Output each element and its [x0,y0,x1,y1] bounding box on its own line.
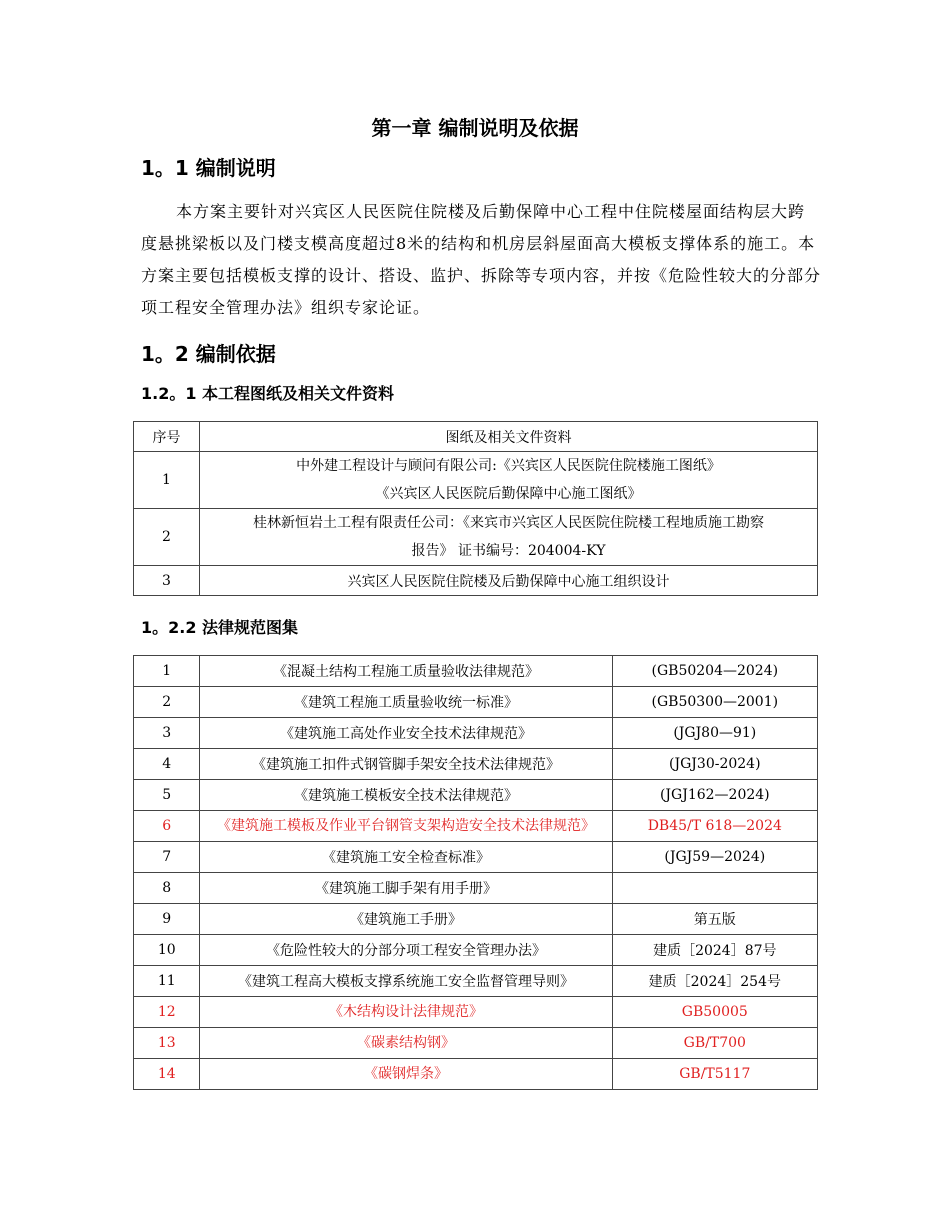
row-code: (JGJ162—2024) [612,780,817,811]
table-row [134,904,818,935]
row-code: DB45/T 618—2024 [612,811,817,842]
table-row-highlighted [134,1028,818,1059]
table-row [134,509,818,566]
row-document [200,509,818,566]
row-code: 建质［2024］87号 [612,935,817,966]
row-no: 1 [134,452,200,509]
drawings-table [133,421,818,596]
row-name: 《混凝土结构工程施工质量验收法律规范》 [200,656,612,687]
row-no: 13 [134,1028,200,1059]
row-no: 11 [134,966,200,997]
row-no: 2 [134,687,200,718]
row-name: 《碳素结构钢》 [200,1028,612,1059]
table-header-row [134,422,818,452]
table-row [134,749,818,780]
row-name: 《木结构设计法律规范》 [200,997,612,1028]
row-name: 《建筑工程施工质量验收统一标准》 [200,687,612,718]
chapter-title: 第一章 编制说明及依据 [371,116,579,140]
row-name: 《建筑工程高大模板支撑系统施工安全监督管理导则》 [200,966,612,997]
row-code: (JGJ30-2024) [612,749,817,780]
row-no: 2 [134,509,200,566]
standards-table [133,655,818,1090]
row-code: (GB50204—2024) [612,656,817,687]
doc-line: 中外建工程设计与顾问有限公司:《兴宾区人民医院住院楼施工图纸》 [296,458,721,474]
subsection-heading-1-2-1: 1.2。1 本工程图纸及相关文件资料 [141,384,395,403]
row-code: 第五版 [612,904,817,935]
row-no: 12 [134,997,200,1028]
row-document [200,452,818,509]
subsection-heading-1-2-2: 1。2.2 法律规范图集 [141,618,299,637]
row-code: GB/T5117 [612,1059,817,1090]
table-row [134,687,818,718]
row-no: 8 [134,873,200,904]
row-name: 《建筑施工脚手架有用手册》 [200,873,612,904]
row-name: 《建筑施工手册》 [200,904,612,935]
table-row [134,718,818,749]
row-no: 3 [134,566,200,596]
row-code [612,873,817,904]
row-code: (JGJ80—91) [612,718,817,749]
table-row [134,842,818,873]
row-no: 7 [134,842,200,873]
row-name: 《碳钢焊条》 [200,1059,612,1090]
row-no: 5 [134,780,200,811]
table-row-highlighted [134,997,818,1028]
table-row-highlighted [134,1059,818,1090]
row-name: 《建筑施工模板安全技术法律规范》 [200,780,612,811]
section-heading-1-2: 1。2 编制依据 [141,342,276,366]
row-no: 14 [134,1059,200,1090]
row-document: 兴宾区人民医院住院楼及后勤保障中心施工组织设计 [200,566,818,596]
table-row [134,935,818,966]
row-name: 《建筑施工安全检查标准》 [200,842,612,873]
row-no: 1 [134,656,200,687]
row-name: 《建筑施工扣件式钢管脚手架安全技术法律规范》 [200,749,612,780]
row-code: GB/T700 [612,1028,817,1059]
row-name: 《危险性较大的分部分项工程安全管理办法》 [200,935,612,966]
row-code: 建质［2024］254号 [612,966,817,997]
section-paragraph: 本方案主要针对兴宾区人民医院住院楼及后勤保障中心工程中住院楼屋面结构层大跨度悬挑梁板以及门楼支模高度超过8米的结构和机房层斜屋面高大模板支撑体系的施工。本方案主要包括模板支撑的设计、搭设、监护、拆除等专项内容，并按《危险性较大的分部分项工程安全管理办法》组织专家论证。 [141,202,822,317]
row-name: 《建筑施工高处作业安全技术法律规范》 [200,718,612,749]
table-row [134,452,818,509]
row-name: 《建筑施工模板及作业平台钢管支架构造安全技术法律规范》 [200,811,612,842]
header-no: 序号 [134,422,200,452]
header-documents: 图纸及相关文件资料 [200,422,818,452]
row-no: 9 [134,904,200,935]
table-row [134,656,818,687]
section-heading-1-1: 1。1 编制说明 [141,156,276,180]
table-row [134,966,818,997]
row-no: 3 [134,718,200,749]
doc-line: 桂林新恒岩土工程有限责任公司：《来宾市兴宾区人民医院住院楼工程地质施工勘察 [253,515,764,531]
table-row [134,566,818,596]
row-no: 10 [134,935,200,966]
doc-line: 报告》 证书编号：204004-KY [411,543,606,559]
table-row-highlighted [134,811,818,842]
table-row [134,780,818,811]
row-code: (JGJ59—2024) [612,842,817,873]
table-row [134,873,818,904]
row-code: GB50005 [612,997,817,1028]
doc-line: 《兴宾区人民医院后勤保障中心施工图纸》 [375,486,642,502]
row-code: (GB50300—2001) [612,687,817,718]
row-no: 6 [134,811,200,842]
row-no: 4 [134,749,200,780]
